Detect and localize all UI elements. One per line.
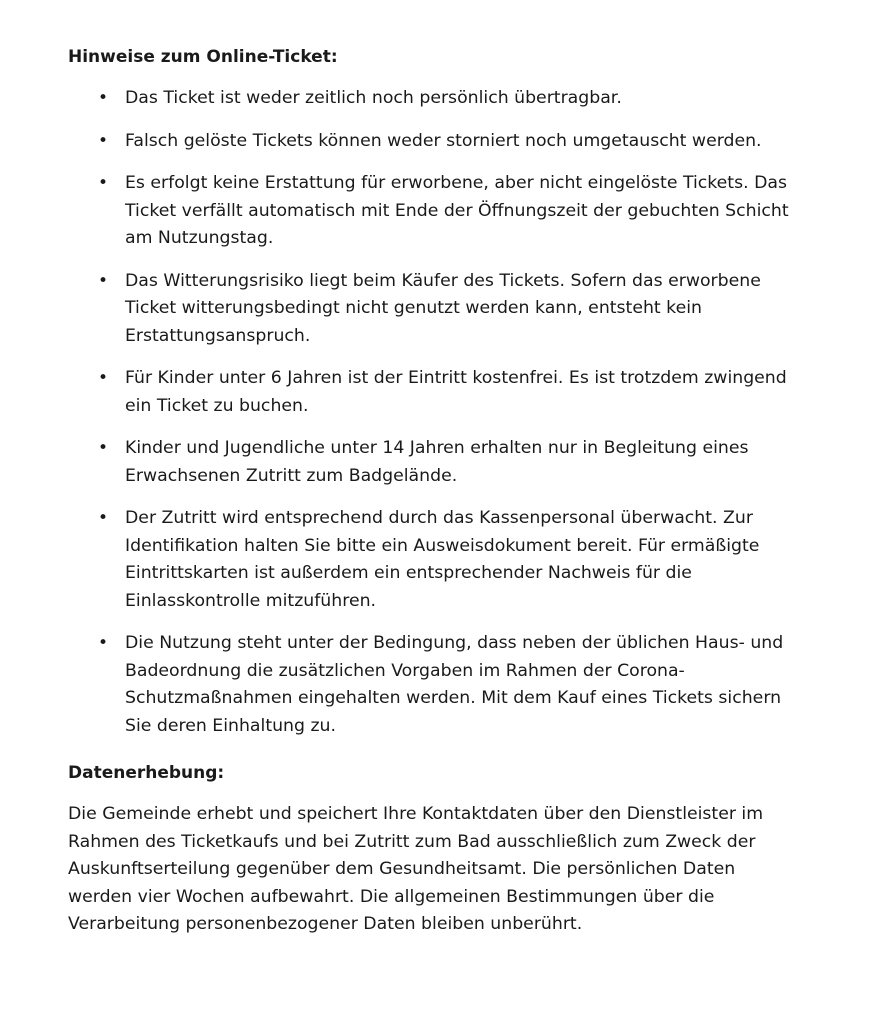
note-item-7 <box>68 505 790 615</box>
bullet-icon: • <box>98 368 109 388</box>
bullet-icon: • <box>98 88 109 108</box>
note-item-8 <box>68 630 790 740</box>
bullet-icon: • <box>98 130 109 151</box>
note-item-3 <box>68 170 790 253</box>
bullet-icon: • <box>98 438 109 458</box>
bullet-icon: • <box>98 173 109 193</box>
note-item-4 <box>68 268 790 351</box>
note-item-6 <box>68 435 790 490</box>
note-text-6: Kinder und Jugendliche unter 14 Jahren erhalten nur in Begleitung eines Erwachsenen Zutritt zum Badgelände. <box>125 438 749 486</box>
note-item-5 <box>68 365 790 420</box>
note-text-1: Das Ticket ist weder zeitlich noch persönlich übertragbar. <box>125 88 622 108</box>
note-text-5: Für Kinder unter 6 Jahren ist der Eintritt kostenfrei. Es ist trotzdem zwingend ein Ticket zu buchen. <box>125 368 787 416</box>
notes-list <box>68 85 790 740</box>
bullet-icon: • <box>98 508 109 528</box>
note-text-2: Falsch gelöste Tickets können weder storniert noch umgetauscht werden. <box>125 130 762 151</box>
note-item-1 <box>68 85 790 113</box>
note-text-4: Das Witterungsrisiko liegt beim Käufer des Tickets. Sofern das erworbene Ticket witterungsbedingt nicht genutzt werden kann, entsteht kein Erstattungsanspruch. <box>125 270 761 346</box>
note-item-2 <box>68 128 790 156</box>
notes-heading: Hinweise zum Online-Ticket: <box>68 47 338 67</box>
bullet-icon: • <box>98 270 109 291</box>
note-text-8: Die Nutzung steht unter der Bedingung, dass neben der üblichen Haus- und Badeordnung die zusätzlichen Vorgaben im Rahmen der Corona-Schutzmaßnahmen eingehalten werden. Mit dem Kauf eines Tickets sichern Sie deren Einhaltung zu. <box>125 633 784 736</box>
bullet-icon: • <box>98 633 109 653</box>
note-text-3: Es erfolgt keine Erstattung für erworbene, aber nicht eingelöste Tickets. Das Ticket verfällt automatisch mit Ende der Öffnungszeit der gebuchten Schicht am Nutzungstag. <box>125 173 789 248</box>
note-text-7: Der Zutritt wird entsprechend durch das Kassenpersonal überwacht. Zur Identifikation halten Sie bitte ein Ausweisdokument bereit. Für ermäßigte Eintrittskarten ist außerdem ein entsprechender Nachweis für die Einlasskontrolle mitzuführen. <box>125 508 760 611</box>
data-collection-heading: Datenerhebung: <box>68 763 225 783</box>
data-collection-paragraph: Die Gemeinde erhebt und speichert Ihre Kontaktdaten über den Dienstleister im Rahmen des Ticketkaufs und bei Zutritt zum Bad ausschließlich zum Zweck der Auskunftserteilung gegenüber dem Gesundheitsamt. Die persönlichen Daten werden vier Wochen aufbewahrt. Die allgemeinen Bestimmungen über die Verarbeitung personenbezogener Daten bleiben unberührt. <box>68 804 764 934</box>
